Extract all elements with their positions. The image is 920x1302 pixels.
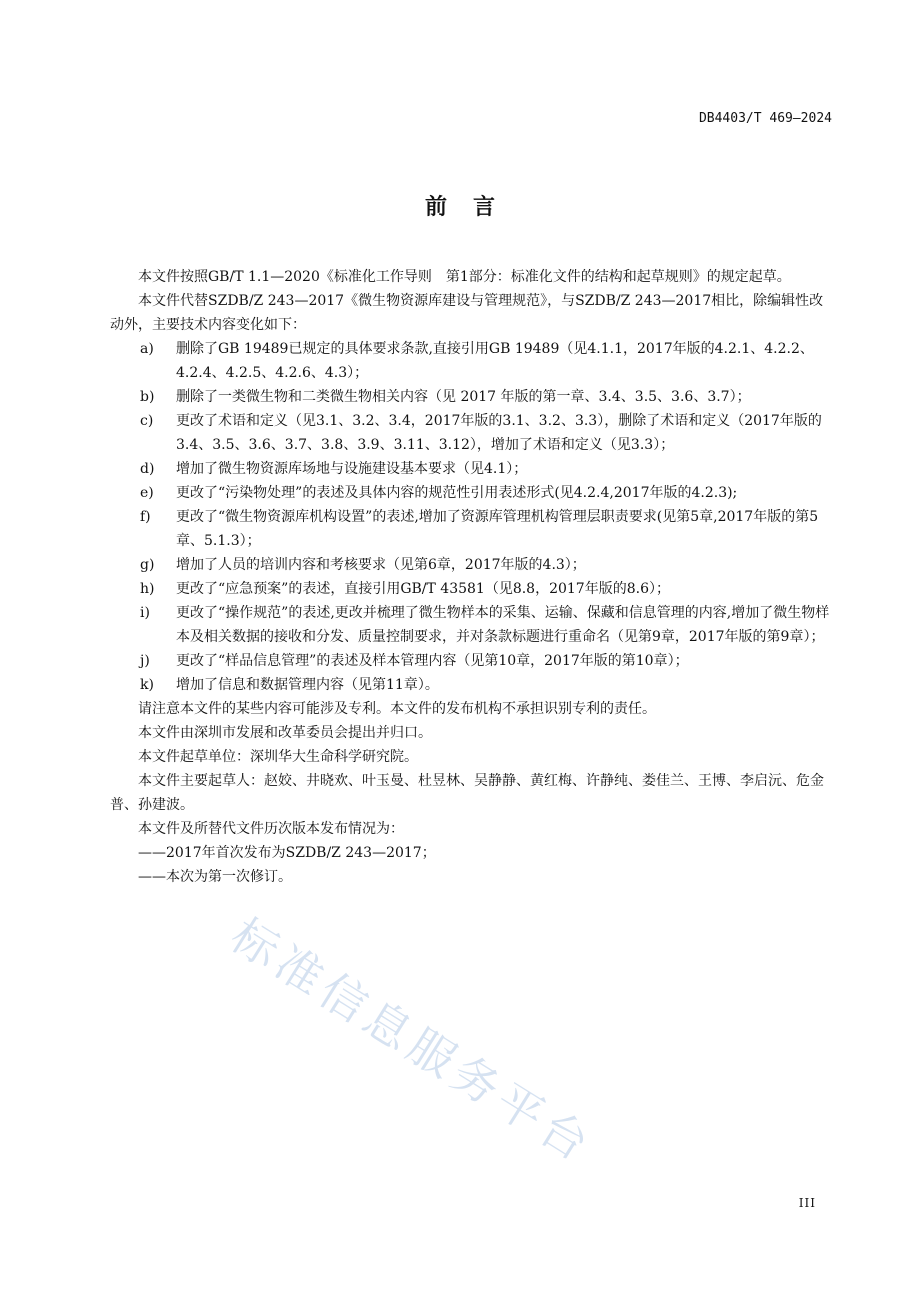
list-item-label: i)	[140, 605, 150, 621]
list-item-text: 删除了GB 19489已规定的具体要求条款,直接引用GB 19489（见4.1.1，2017年版的4.2.1、4.2.2、4.2.4、4.2.5、4.2.6、4.3）；	[176, 341, 814, 381]
list-item	[110, 457, 832, 481]
list-item-label: j)	[140, 653, 150, 669]
list-item-label: f)	[140, 509, 151, 525]
paragraph-drafting-basis: 本文件按照GB/T 1.1—2020《标准化工作导则 第1部分：标准化文件的结构和起草规则》的规定起草。	[138, 269, 791, 285]
list-item-label: e)	[140, 485, 154, 501]
list-item	[110, 337, 832, 385]
list-item-label: b)	[140, 389, 155, 405]
list-item-text: 更改了“应急预案”的表述，直接引用GB/T 43581（见8.8，2017年版的8.6）；	[176, 581, 670, 597]
list-item-text: 增加了人员的培训内容和考核要求（见第6章，2017年版的4.3）；	[176, 557, 586, 573]
watermark: 标准信息服务平台	[221, 907, 604, 1174]
list-item	[110, 409, 832, 457]
list-item-text: 更改了“微生物资源库机构设置”的表述,增加了资源库管理机构管理层职责要求(见第5章,2017年版的第5章、5.1.3）；	[176, 509, 819, 549]
list-item	[110, 385, 832, 409]
list-item-text: 增加了微生物资源库场地与设施建设基本要求（见4.1）；	[176, 461, 528, 477]
list-item-label: a)	[140, 341, 154, 357]
history-item: ——本次为第一次修订。	[138, 869, 292, 885]
paragraph-patent: 请注意本文件的某些内容可能涉及专利。本文件的发布机构不承担识别专利的责任。	[138, 701, 656, 717]
history-item: ——2017年首次发布为SZDB/Z 243—2017；	[138, 845, 436, 861]
list-item	[110, 577, 832, 601]
paragraph-drafting-unit: 本文件起草单位：深圳华大生命科学研究院。	[138, 749, 418, 765]
list-item-text: 增加了信息和数据管理内容（见第11章）。	[176, 677, 439, 693]
page-number: III	[798, 1196, 816, 1210]
list-item-text: 更改了“样品信息管理”的表述及样本管理内容（见第10章，2017年版的第10章）；	[176, 653, 689, 669]
list-item-label: g)	[140, 557, 155, 573]
list-item-text: 更改了“操作规范”的表述,更改并梳理了微生物样本的采集、运输、保藏和信息管理的内容,增加了微生物样本及相关数据的接收和分发、质量控制要求，并对条款标题进行重命名（见第9章，2017年版的第9章）；	[176, 605, 830, 645]
page-title: 前言	[424, 195, 521, 220]
list-item-text: 更改了术语和定义（见3.1、3.2、3.4，2017年版的3.1、3.2、3.3），删除了术语和定义（2017年版的3.4、3.5、3.6、3.7、3.8、3.9、3.11、3.12），增加了术语和定义（见3.3）；	[176, 413, 822, 453]
list-item	[110, 673, 832, 697]
list-item-text: 更改了“污染物处理”的表述及具体内容的规范性引用表述形式(见4.2.4,2017年版的4.2.3);	[176, 485, 738, 501]
list-item	[110, 505, 832, 553]
paragraph-replacement: 本文件代替SZDB/Z 243—2017《微生物资源库建设与管理规范》，与SZDB/Z 243—2017相比，除编辑性改动外，主要技术内容变化如下：	[110, 293, 824, 333]
list-item	[110, 649, 832, 673]
document-code: DB4403/T 469—2024	[698, 111, 832, 126]
changes-list	[110, 337, 832, 697]
list-item-label: c)	[140, 413, 154, 429]
list-item	[110, 601, 832, 649]
list-item-label: d)	[140, 461, 155, 477]
list-item-label: h)	[140, 581, 155, 597]
list-item	[110, 481, 832, 505]
document-body	[110, 265, 832, 889]
paragraph-proposer: 本文件由深圳市发展和改革委员会提出并归口。	[138, 725, 432, 741]
list-item-label: k)	[140, 677, 154, 693]
paragraph-history-intro: 本文件及所替代文件历次版本发布情况为：	[138, 821, 404, 837]
paragraph-drafters: 本文件主要起草人：赵姣、井晓欢、叶玉曼、杜昱林、吴静静、黄红梅、许静纯、娄佳兰、王博、李启沅、危金普、孙建波。	[110, 773, 824, 813]
list-item	[110, 553, 832, 577]
list-item-text: 删除了一类微生物和二类微生物相关内容（见 2017 年版的第一章、3.4、3.5、3.6、3.7）；	[176, 389, 751, 405]
